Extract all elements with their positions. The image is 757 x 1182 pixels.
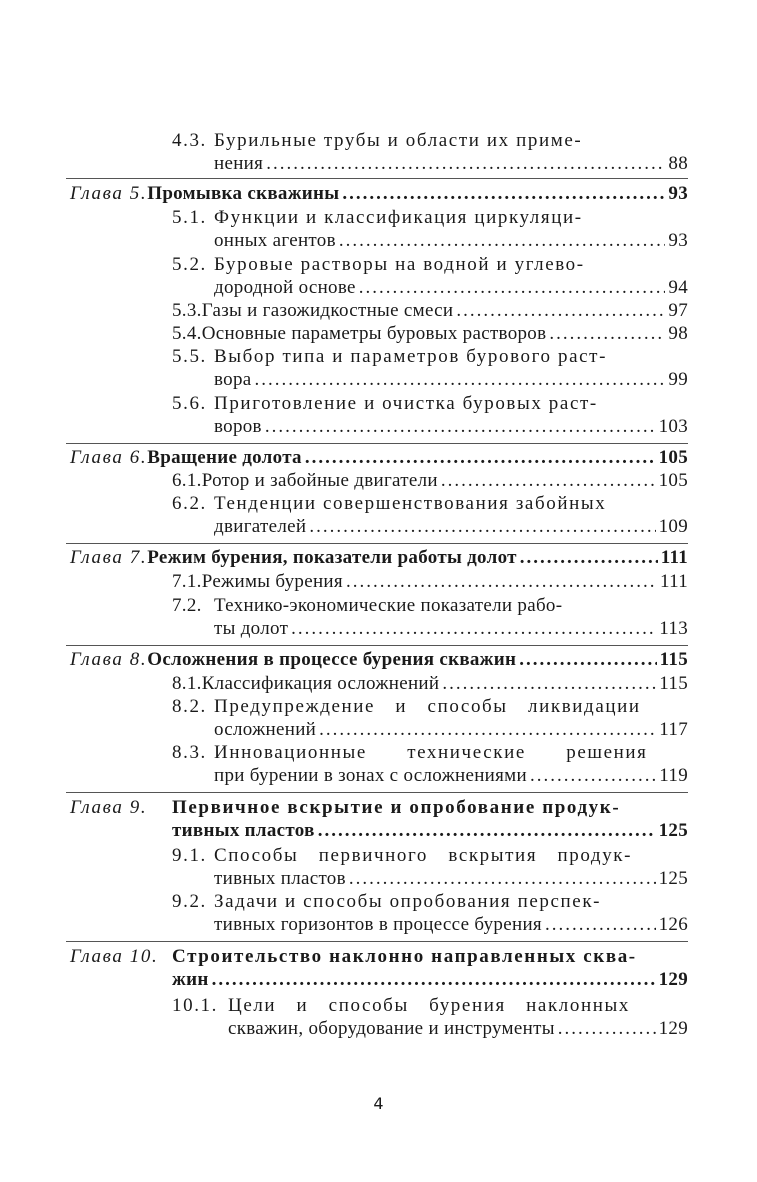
dot-leader bbox=[319, 718, 656, 742]
page-ref: 129 bbox=[658, 1018, 688, 1039]
dot-leader bbox=[342, 182, 665, 206]
section-number: 5.5. bbox=[172, 346, 207, 367]
dot-leader bbox=[265, 415, 656, 439]
toc-entry-5-5 bbox=[172, 345, 688, 369]
toc-entry-7-2 bbox=[172, 594, 688, 618]
section-title: Режимы бурения bbox=[201, 571, 343, 592]
section-number: 8.2. bbox=[172, 696, 207, 717]
toc-entry-8-2 bbox=[172, 695, 688, 719]
chapter-divider bbox=[66, 178, 688, 179]
dot-leader bbox=[346, 570, 657, 594]
chapter-title: Вращение долота bbox=[147, 447, 302, 468]
chapter-title-cont: тивных пластов bbox=[172, 820, 315, 841]
toc-chapter-9 bbox=[70, 796, 688, 820]
dot-leader bbox=[456, 299, 665, 323]
chapter-label: Глава 10. bbox=[70, 946, 159, 967]
toc-chapter-9-cont bbox=[172, 819, 688, 843]
dot-leader bbox=[339, 229, 666, 253]
chapter-label: Глава 6. bbox=[70, 447, 148, 468]
toc-entry-5-2 bbox=[172, 253, 688, 277]
toc-entry-8-1 bbox=[172, 672, 688, 696]
dot-leader bbox=[291, 617, 656, 641]
section-title: Приготовление и очистка буровых раст- bbox=[214, 393, 598, 414]
page-number: 4 bbox=[373, 1094, 384, 1113]
page-ref: 105 bbox=[658, 447, 688, 468]
dot-leader bbox=[318, 819, 656, 843]
section-title: Выбор типа и параметров бурового раст- bbox=[214, 346, 607, 367]
dot-leader bbox=[520, 546, 658, 570]
page-ref: 117 bbox=[659, 719, 688, 740]
section-title: Газы и газожидкостные смеси bbox=[201, 300, 454, 321]
chapter-title: Осложнения в процессе бурения скважин bbox=[147, 649, 517, 670]
page-ref: 125 bbox=[658, 868, 688, 889]
toc-entry-5-5-cont bbox=[214, 368, 688, 392]
section-title-cont: осложнений bbox=[214, 719, 317, 740]
section-title-cont: скважин, оборудование и инструменты bbox=[228, 1018, 555, 1039]
section-title: Способы первичного вскрытия продук- bbox=[214, 845, 633, 866]
toc-entry-10-1-cont bbox=[228, 1017, 688, 1041]
page-ref: 129 bbox=[658, 969, 688, 990]
toc-entry-5-4 bbox=[172, 322, 688, 346]
toc-entry-5-1 bbox=[172, 206, 688, 230]
section-title: Буровые растворы на водной и углево- bbox=[214, 254, 585, 275]
section-number: 6.1. bbox=[172, 470, 202, 491]
section-number: 8.1. bbox=[172, 673, 202, 694]
dot-leader bbox=[530, 764, 656, 788]
chapter-title-cont: жин bbox=[172, 969, 209, 990]
toc-entry-10-1 bbox=[172, 994, 688, 1018]
chapter-title: Строительство наклонно направленных сква- bbox=[172, 946, 637, 967]
section-number: 5.3. bbox=[172, 300, 202, 321]
dot-leader bbox=[441, 469, 656, 493]
chapter-divider bbox=[66, 443, 688, 444]
section-title-cont: двигателей bbox=[214, 516, 307, 537]
dot-leader bbox=[359, 276, 666, 300]
page-ref: 115 bbox=[659, 649, 688, 670]
chapter-title: Первичное вскрытие и опробование продук- bbox=[172, 797, 621, 818]
page-ref: 111 bbox=[660, 547, 688, 568]
toc-chapter-6 bbox=[70, 446, 688, 470]
section-title-cont: тивных горизонтов в процессе бурения bbox=[214, 914, 542, 935]
section-number: 5.6. bbox=[172, 393, 207, 414]
toc-entry-7-2-cont bbox=[214, 617, 688, 641]
chapter-divider bbox=[66, 645, 688, 646]
page-ref: 115 bbox=[659, 673, 688, 694]
section-number: 7.1. bbox=[172, 571, 202, 592]
page-ref: 98 bbox=[668, 323, 688, 344]
chapter-divider bbox=[66, 941, 688, 942]
section-title-cont: вора bbox=[214, 369, 252, 390]
page-ref: 93 bbox=[668, 230, 688, 251]
page-ref: 113 bbox=[659, 618, 688, 639]
section-title: Инновационные технические решения bbox=[214, 742, 648, 763]
dot-leader bbox=[519, 648, 656, 672]
section-title-cont: онных агентов bbox=[214, 230, 336, 251]
page-ref: 103 bbox=[658, 416, 688, 437]
section-number: 6.2. bbox=[172, 493, 207, 514]
toc-entry-4-3 bbox=[172, 129, 688, 153]
toc-entry-5-1-cont bbox=[214, 229, 688, 253]
dot-leader bbox=[212, 968, 656, 992]
chapter-title: Режим бурения, показатели работы долот bbox=[147, 547, 517, 568]
toc-chapter-7 bbox=[70, 546, 688, 570]
dot-leader bbox=[549, 322, 665, 346]
toc-entry-5-6-cont bbox=[214, 415, 688, 439]
page-ref: 105 bbox=[658, 470, 688, 491]
page-ref: 109 bbox=[658, 516, 688, 537]
page-ref: 111 bbox=[660, 571, 688, 592]
dot-leader bbox=[266, 152, 665, 176]
section-title: Основные параметры буровых растворов bbox=[201, 323, 547, 344]
section-number: 10.1. bbox=[172, 995, 218, 1016]
toc-entry-5-6 bbox=[172, 392, 688, 416]
page-ref: 93 bbox=[668, 183, 688, 204]
page-ref: 125 bbox=[658, 820, 688, 841]
dot-leader bbox=[545, 913, 656, 937]
toc-entry-6-2 bbox=[172, 492, 688, 516]
toc-entry-8-3-cont bbox=[214, 764, 688, 788]
chapter-title: Промывка скважины bbox=[147, 183, 340, 204]
toc-entry-4-3-cont bbox=[214, 152, 688, 176]
section-title-cont: дородной основе bbox=[214, 277, 356, 298]
page-ref: 99 bbox=[668, 369, 688, 390]
section-title: Предупреждение и способы ликвидации bbox=[214, 696, 641, 717]
section-title-cont: нения bbox=[214, 153, 264, 174]
toc-entry-7-1 bbox=[172, 570, 688, 594]
section-title-cont: ты долот bbox=[214, 618, 289, 639]
toc-entry-6-2-cont bbox=[214, 515, 688, 539]
dot-leader bbox=[254, 368, 665, 392]
toc-entry-8-3 bbox=[172, 741, 688, 765]
chapter-label: Глава 9. bbox=[70, 797, 148, 818]
page-ref: 119 bbox=[659, 765, 688, 786]
toc-entry-5-3 bbox=[172, 299, 688, 323]
section-title: Классификация осложнений bbox=[201, 673, 440, 694]
section-title: Задачи и способы опробования перспек- bbox=[214, 891, 602, 912]
chapter-divider bbox=[66, 792, 688, 793]
section-number: 7.2. bbox=[172, 595, 202, 616]
toc-entry-9-1 bbox=[172, 844, 688, 868]
chapter-label: Глава 5. bbox=[70, 183, 148, 204]
toc-entry-9-1-cont bbox=[214, 867, 688, 891]
dot-leader bbox=[305, 446, 656, 470]
dot-leader bbox=[558, 1017, 656, 1041]
section-title: Цели и способы бурения наклонных bbox=[228, 995, 630, 1016]
toc-entry-6-1 bbox=[172, 469, 688, 493]
toc-chapter-10-cont bbox=[172, 968, 688, 992]
toc-entry-5-2-cont bbox=[214, 276, 688, 300]
toc-chapter-10 bbox=[70, 945, 688, 969]
section-number: 5.1. bbox=[172, 207, 207, 228]
section-title: Ротор и забойные двигатели bbox=[201, 470, 438, 491]
section-number: 4.3. bbox=[172, 130, 207, 151]
section-title-cont: тивных пластов bbox=[214, 868, 346, 889]
chapter-divider bbox=[66, 543, 688, 544]
page-ref: 88 bbox=[668, 153, 688, 174]
toc-chapter-8 bbox=[70, 648, 688, 672]
page-ref: 97 bbox=[668, 300, 688, 321]
toc-entry-9-2-cont bbox=[214, 913, 688, 937]
toc-chapter-5 bbox=[70, 182, 688, 206]
page-ref: 126 bbox=[658, 914, 688, 935]
section-title: Тенденции совершенствования забойных bbox=[214, 493, 607, 514]
section-title-cont: при бурении в зонах с осложнениями bbox=[214, 765, 527, 786]
section-number: 8.3. bbox=[172, 742, 207, 763]
chapter-label: Глава 8. bbox=[70, 649, 148, 670]
dot-leader bbox=[309, 515, 655, 539]
toc-entry-8-2-cont bbox=[214, 718, 688, 742]
dot-leader bbox=[442, 672, 656, 696]
section-number: 5.4. bbox=[172, 323, 202, 344]
section-title-cont: воров bbox=[214, 416, 262, 437]
section-title: Бурильные трубы и области их приме- bbox=[214, 130, 583, 151]
page-ref: 94 bbox=[668, 277, 688, 298]
section-title: Технико-экономические показатели рабо- bbox=[214, 595, 563, 616]
section-title: Функции и классификация циркуляци- bbox=[214, 207, 583, 228]
chapter-label: Глава 7. bbox=[70, 547, 148, 568]
section-number: 5.2. bbox=[172, 254, 207, 275]
dot-leader bbox=[349, 867, 656, 891]
section-number: 9.1. bbox=[172, 845, 207, 866]
toc-entry-9-2 bbox=[172, 890, 688, 914]
section-number: 9.2. bbox=[172, 891, 207, 912]
